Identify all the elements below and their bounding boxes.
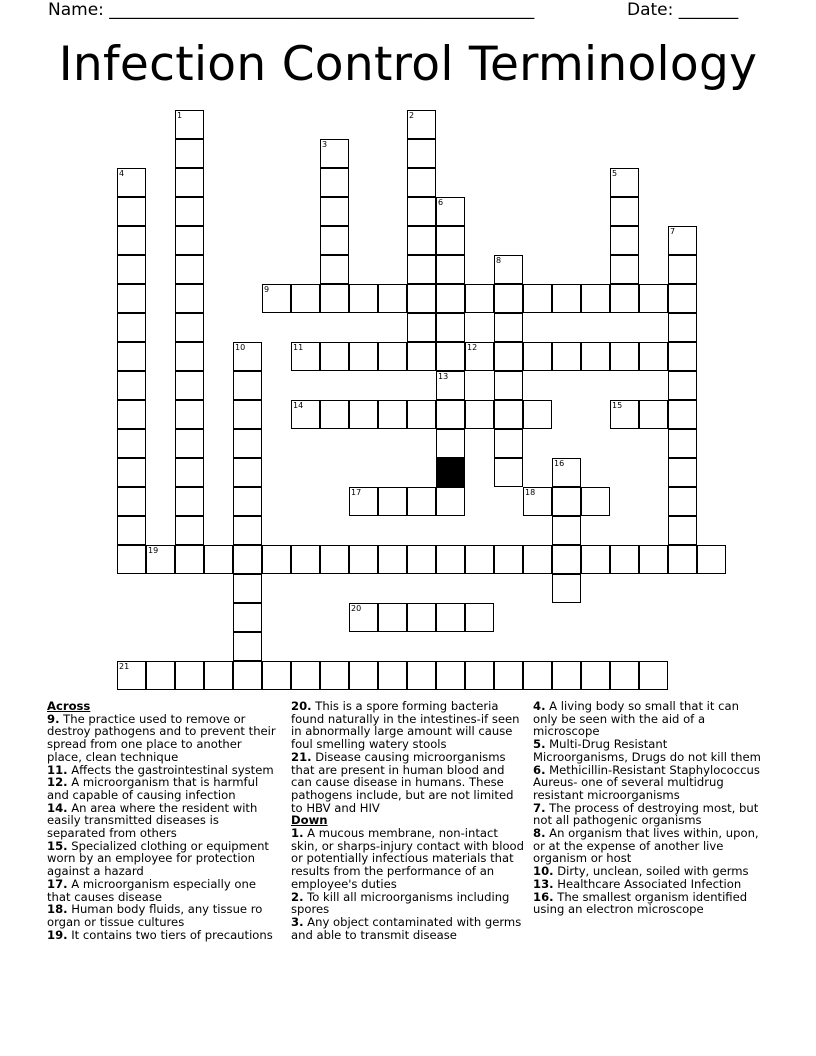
grid-cell[interactable] — [117, 255, 146, 284]
grid-cell[interactable] — [552, 516, 581, 545]
grid-cell[interactable] — [233, 661, 262, 690]
grid-cell[interactable] — [610, 400, 639, 429]
clue-number: 8. — [533, 826, 546, 841]
grid-cell[interactable] — [436, 284, 465, 313]
grid-cell[interactable] — [465, 603, 494, 632]
grid-cell[interactable] — [349, 603, 378, 632]
grid-cell[interactable] — [668, 371, 697, 400]
grid-cell[interactable] — [581, 342, 610, 371]
grid-cell[interactable] — [117, 168, 146, 197]
grid-cell[interactable] — [262, 284, 291, 313]
grid-cell[interactable] — [639, 342, 668, 371]
grid-cell[interactable] — [175, 545, 204, 574]
clue-text: It contains two tiers of precautions — [71, 927, 273, 942]
name-line[interactable]: __________________________________________________ — [109, 0, 535, 20]
grid-cell[interactable] — [175, 458, 204, 487]
grid-cell[interactable] — [465, 400, 494, 429]
grid-cell[interactable] — [349, 284, 378, 313]
grid-cell[interactable] — [320, 342, 349, 371]
clue-number: 21. — [291, 749, 312, 764]
grid-cell[interactable] — [552, 458, 581, 487]
grid-cell[interactable] — [407, 139, 436, 168]
grid-cell[interactable] — [552, 487, 581, 516]
grid-cell[interactable] — [378, 400, 407, 429]
clue-number: 10. — [533, 864, 554, 879]
grid-cell[interactable] — [494, 371, 523, 400]
grid-cell[interactable] — [204, 661, 233, 690]
grid-cell[interactable] — [436, 226, 465, 255]
grid-cell[interactable] — [668, 516, 697, 545]
grid-cell[interactable] — [581, 661, 610, 690]
grid-cell[interactable] — [291, 284, 320, 313]
grid-cell[interactable] — [378, 284, 407, 313]
grid-cell[interactable] — [320, 226, 349, 255]
grid-cell[interactable] — [436, 487, 465, 516]
clue-item — [533, 827, 765, 865]
grid-cell[interactable] — [465, 545, 494, 574]
grid-cell[interactable] — [262, 661, 291, 690]
clue-item — [47, 776, 279, 801]
grid-cell[interactable] — [639, 661, 668, 690]
grid-cell[interactable] — [494, 284, 523, 313]
grid-cell[interactable] — [175, 197, 204, 226]
clue-number: 9. — [47, 711, 60, 726]
clue-text: A microorganism that is harmful and capable of causing infection — [47, 775, 259, 802]
grid-cell[interactable] — [117, 371, 146, 400]
grid-cell[interactable] — [494, 342, 523, 371]
cell-number: 1 — [177, 111, 183, 120]
clue-number: 15. — [47, 838, 68, 853]
clue-text: Dirty, unclean, soiled with germs — [557, 864, 749, 879]
cell-number: 8 — [496, 256, 502, 265]
clue-number: 19. — [47, 927, 68, 942]
grid-cell[interactable] — [349, 545, 378, 574]
grid-cell[interactable] — [117, 516, 146, 545]
grid-cell[interactable] — [494, 661, 523, 690]
clue-text: Any object contaminated with germs and able to transmit disease — [291, 914, 522, 942]
grid-cell[interactable] — [523, 342, 552, 371]
cell-number: 11 — [293, 343, 304, 352]
clue-text: Disease causing microorganisms that are present in human blood and can cause disease in humans. These pathogens include, but are not limited to HBV and HIV — [291, 749, 514, 815]
date-label: Date: — [627, 0, 679, 20]
clue-text: Healthcare Associated Infection — [557, 876, 742, 891]
grid-cell[interactable] — [581, 284, 610, 313]
grid-cell[interactable] — [610, 284, 639, 313]
grid-cell[interactable] — [117, 400, 146, 429]
clue-text: Affects the gastrointestinal system — [71, 762, 274, 777]
cell-number: 3 — [322, 140, 328, 149]
cell-number: 12 — [467, 343, 478, 352]
grid-cell[interactable] — [436, 661, 465, 690]
grid-cell[interactable] — [320, 139, 349, 168]
grid-cell[interactable] — [436, 313, 465, 342]
grid-cell[interactable] — [668, 545, 697, 574]
grid-cell[interactable] — [175, 255, 204, 284]
grid-cell[interactable] — [668, 458, 697, 487]
grid-cell[interactable] — [320, 400, 349, 429]
cell-number: 15 — [612, 401, 623, 410]
clue-number: 3. — [291, 914, 304, 929]
clue-text: A living body so small that it can only be seen with the aid of a microscope — [533, 699, 739, 739]
clue-number: 13. — [533, 876, 554, 891]
grid-cell[interactable] — [581, 545, 610, 574]
clue-text: Methicillin-Resistant Staphylococcus Aureus- one of several multidrug resistant microorganisms — [533, 762, 760, 802]
grid-cell[interactable] — [146, 661, 175, 690]
grid-cell[interactable] — [175, 487, 204, 516]
clue-item — [291, 916, 525, 941]
cell-number: 2 — [409, 111, 415, 120]
grid-cell[interactable] — [117, 313, 146, 342]
grid-cell[interactable] — [668, 226, 697, 255]
grid-cell[interactable] — [378, 342, 407, 371]
grid-cell[interactable] — [233, 574, 262, 603]
grid-cell[interactable] — [320, 661, 349, 690]
clue-item — [533, 891, 765, 916]
grid-cell[interactable] — [552, 574, 581, 603]
grid-cell[interactable] — [117, 661, 146, 690]
grid-cell[interactable] — [436, 400, 465, 429]
grid-cell[interactable] — [117, 226, 146, 255]
cell-number: 7 — [670, 227, 676, 236]
grid-cell[interactable] — [436, 197, 465, 226]
grid-cell[interactable] — [465, 284, 494, 313]
cell-number: 4 — [119, 169, 125, 178]
grid-cell[interactable] — [610, 197, 639, 226]
clue-item — [533, 738, 765, 763]
clue-column-1 — [47, 700, 279, 941]
cell-number: 17 — [351, 488, 362, 497]
grid-cell[interactable] — [697, 545, 726, 574]
grid-cell[interactable] — [494, 255, 523, 284]
grid-cell[interactable] — [117, 197, 146, 226]
clue-number: 6. — [533, 762, 546, 777]
grid-cell[interactable] — [407, 226, 436, 255]
grid-cell[interactable] — [175, 661, 204, 690]
grid-cell[interactable] — [349, 487, 378, 516]
grid-cell[interactable] — [552, 342, 581, 371]
grid-cell[interactable] — [233, 603, 262, 632]
grid-cell[interactable] — [117, 545, 146, 574]
grid-cell[interactable] — [378, 603, 407, 632]
clue-number: 4. — [533, 699, 546, 713]
grid-cell[interactable] — [320, 255, 349, 284]
grid-cell[interactable] — [407, 197, 436, 226]
grid-cell[interactable] — [523, 487, 552, 516]
clue-text: Multi-Drug Resistant Microorganisms, Drugs do not kill them — [533, 737, 761, 764]
clue-text: Specialized clothing or equipment worn by an employee for protection against a hazard — [47, 838, 269, 879]
grid-cell[interactable] — [175, 139, 204, 168]
grid-cell[interactable] — [668, 284, 697, 313]
clue-column-3 — [533, 700, 765, 916]
grid-cell[interactable] — [320, 168, 349, 197]
cell-number: 16 — [554, 459, 565, 468]
grid-cell[interactable] — [320, 197, 349, 226]
grid-cell[interactable] — [465, 342, 494, 371]
grid-cell[interactable] — [233, 371, 262, 400]
grid-cell[interactable] — [610, 661, 639, 690]
grid-cell[interactable] — [610, 342, 639, 371]
down-heading: Down — [291, 813, 328, 828]
clue-text: An organism that lives within, upon, or at the expense of another live organism or host — [533, 826, 759, 866]
cell-number: 10 — [235, 343, 246, 352]
cell-number: 20 — [351, 604, 362, 613]
cell-number: 18 — [525, 488, 536, 497]
cell-number: 9 — [264, 285, 270, 294]
grid-cell[interactable] — [523, 661, 552, 690]
grid-cell[interactable] — [175, 168, 204, 197]
name-label: Name: — [48, 0, 110, 20]
grid-cell[interactable] — [639, 400, 668, 429]
clue-number: 11. — [47, 762, 68, 777]
clue-text: A mucous membrane, non-intact skin, or sharps-injury contact with blood or potentially infectious materials that results from the performance of an employee's duties — [291, 826, 525, 891]
grid-cell[interactable] — [610, 545, 639, 574]
clue-number: 5. — [533, 737, 546, 752]
grid-cell[interactable] — [407, 313, 436, 342]
grid-cell[interactable] — [378, 545, 407, 574]
grid-cell[interactable] — [523, 400, 552, 429]
clue-text: Human body fluids, any tissue ro organ or tissue cultures — [47, 902, 263, 929]
clue-text: The practice used to remove or destroy pathogens and to prevent their spread from one place to another place, clean technique — [47, 711, 276, 764]
grid-cell[interactable] — [465, 661, 494, 690]
clue-item — [291, 751, 525, 815]
grid-cell[interactable] — [436, 255, 465, 284]
clue-item — [47, 840, 279, 878]
grid-cell[interactable] — [117, 284, 146, 313]
grid-cell[interactable] — [436, 603, 465, 632]
grid-cell[interactable] — [552, 661, 581, 690]
grid-cell[interactable] — [436, 342, 465, 371]
grid-cell[interactable] — [204, 545, 233, 574]
grid-cell[interactable] — [436, 429, 465, 458]
clue-item — [47, 713, 279, 764]
grid-cell[interactable] — [407, 168, 436, 197]
clue-item — [533, 700, 765, 738]
grid-cell[interactable] — [320, 284, 349, 313]
clue-text: To kill all microorganisms including spores — [291, 889, 510, 917]
grid-cell[interactable] — [291, 545, 320, 574]
grid-cell[interactable] — [320, 545, 349, 574]
clue-item — [291, 700, 525, 751]
page-title: Infection Control Terminology — [58, 37, 758, 92]
grid-cell[interactable] — [233, 487, 262, 516]
grid-cell[interactable] — [378, 661, 407, 690]
across-heading: Across — [47, 699, 91, 713]
grid-cell[interactable] — [175, 429, 204, 458]
grid-cell[interactable] — [494, 429, 523, 458]
grid-cell[interactable] — [552, 545, 581, 574]
cell-number: 14 — [293, 401, 304, 410]
grid-cell[interactable] — [407, 400, 436, 429]
grid-block — [436, 458, 465, 487]
grid-cell[interactable] — [494, 400, 523, 429]
cell-number: 21 — [119, 662, 130, 671]
grid-cell[interactable] — [349, 661, 378, 690]
cell-number: 19 — [148, 546, 159, 555]
clue-item — [291, 827, 525, 891]
grid-cell[interactable] — [233, 429, 262, 458]
clue-number: 20. — [291, 699, 312, 713]
clue-number: 12. — [47, 775, 68, 790]
clue-item — [47, 929, 279, 942]
grid-cell[interactable] — [349, 400, 378, 429]
cell-number: 5 — [612, 169, 618, 178]
grid-cell[interactable] — [117, 342, 146, 371]
grid-cell[interactable] — [233, 342, 262, 371]
clue-item — [533, 764, 765, 802]
grid-cell[interactable] — [146, 545, 175, 574]
grid-cell[interactable] — [494, 458, 523, 487]
grid-cell[interactable] — [523, 545, 552, 574]
clue-number: 7. — [533, 800, 546, 815]
grid-cell[interactable] — [175, 226, 204, 255]
clue-text: The smallest organism identified using an electron microscope — [533, 889, 748, 917]
grid-cell[interactable] — [175, 110, 204, 139]
grid-cell[interactable] — [407, 110, 436, 139]
clue-text: A microorganism especially one that causes disease — [47, 876, 256, 904]
grid-cell[interactable] — [523, 284, 552, 313]
grid-cell[interactable] — [407, 603, 436, 632]
grid-cell[interactable] — [407, 545, 436, 574]
grid-cell[interactable] — [581, 487, 610, 516]
grid-cell[interactable] — [610, 255, 639, 284]
grid-cell[interactable] — [639, 284, 668, 313]
grid-cell[interactable] — [436, 371, 465, 400]
grid-cell[interactable] — [668, 429, 697, 458]
grid-cell[interactable] — [668, 255, 697, 284]
clue-number: 14. — [47, 800, 68, 815]
grid-cell[interactable] — [407, 661, 436, 690]
clue-text: The process of destroying most, but not all pathogenic organisms — [533, 800, 759, 828]
clue-text: An area where the resident with easily transmitted diseases is separated from others — [47, 800, 258, 841]
grid-cell[interactable] — [233, 458, 262, 487]
grid-cell[interactable] — [407, 284, 436, 313]
grid-cell[interactable] — [668, 313, 697, 342]
grid-cell[interactable] — [378, 487, 407, 516]
grid-cell[interactable] — [233, 545, 262, 574]
grid-cell[interactable] — [175, 284, 204, 313]
grid-cell[interactable] — [668, 342, 697, 371]
grid-cell[interactable] — [291, 342, 320, 371]
grid-cell[interactable] — [494, 545, 523, 574]
cell-number: 13 — [438, 372, 449, 381]
grid-cell[interactable] — [291, 661, 320, 690]
grid-cell[interactable] — [610, 226, 639, 255]
grid-cell[interactable] — [552, 284, 581, 313]
clue-number: 1. — [291, 826, 304, 841]
grid-cell[interactable] — [175, 371, 204, 400]
grid-cell[interactable] — [117, 429, 146, 458]
grid-cell[interactable] — [494, 313, 523, 342]
grid-cell[interactable] — [233, 632, 262, 661]
grid-cell[interactable] — [407, 255, 436, 284]
clue-item — [533, 802, 765, 827]
grid-cell[interactable] — [117, 458, 146, 487]
grid-cell[interactable] — [262, 545, 291, 574]
grid-cell[interactable] — [175, 516, 204, 545]
grid-cell[interactable] — [668, 400, 697, 429]
clue-item — [47, 878, 279, 903]
clue-item — [47, 903, 279, 928]
clue-text: This is a spore forming bacteria found naturally in the intestines-if seen in abnormally large amount will cause foul smelling watery stools — [291, 699, 520, 752]
date-line[interactable]: _______ — [678, 0, 739, 20]
clue-number: 17. — [47, 876, 68, 891]
clue-number: 16. — [533, 889, 554, 904]
clue-item — [291, 891, 525, 916]
grid-cell[interactable] — [349, 342, 378, 371]
grid-cell[interactable] — [639, 545, 668, 574]
grid-cell[interactable] — [436, 545, 465, 574]
grid-cell[interactable] — [175, 313, 204, 342]
grid-cell[interactable] — [407, 487, 436, 516]
grid-cell[interactable] — [117, 487, 146, 516]
grid-cell[interactable] — [175, 400, 204, 429]
clue-item — [47, 802, 279, 840]
grid-cell[interactable] — [610, 168, 639, 197]
grid-cell[interactable] — [233, 400, 262, 429]
grid-cell[interactable] — [407, 342, 436, 371]
clue-number: 2. — [291, 889, 304, 904]
cell-number: 6 — [438, 198, 444, 207]
grid-cell[interactable] — [291, 400, 320, 429]
grid-cell[interactable] — [233, 516, 262, 545]
clue-number: 18. — [47, 902, 68, 917]
grid-cell[interactable] — [668, 487, 697, 516]
grid-cell[interactable] — [175, 342, 204, 371]
clue-column-2 — [291, 700, 525, 941]
